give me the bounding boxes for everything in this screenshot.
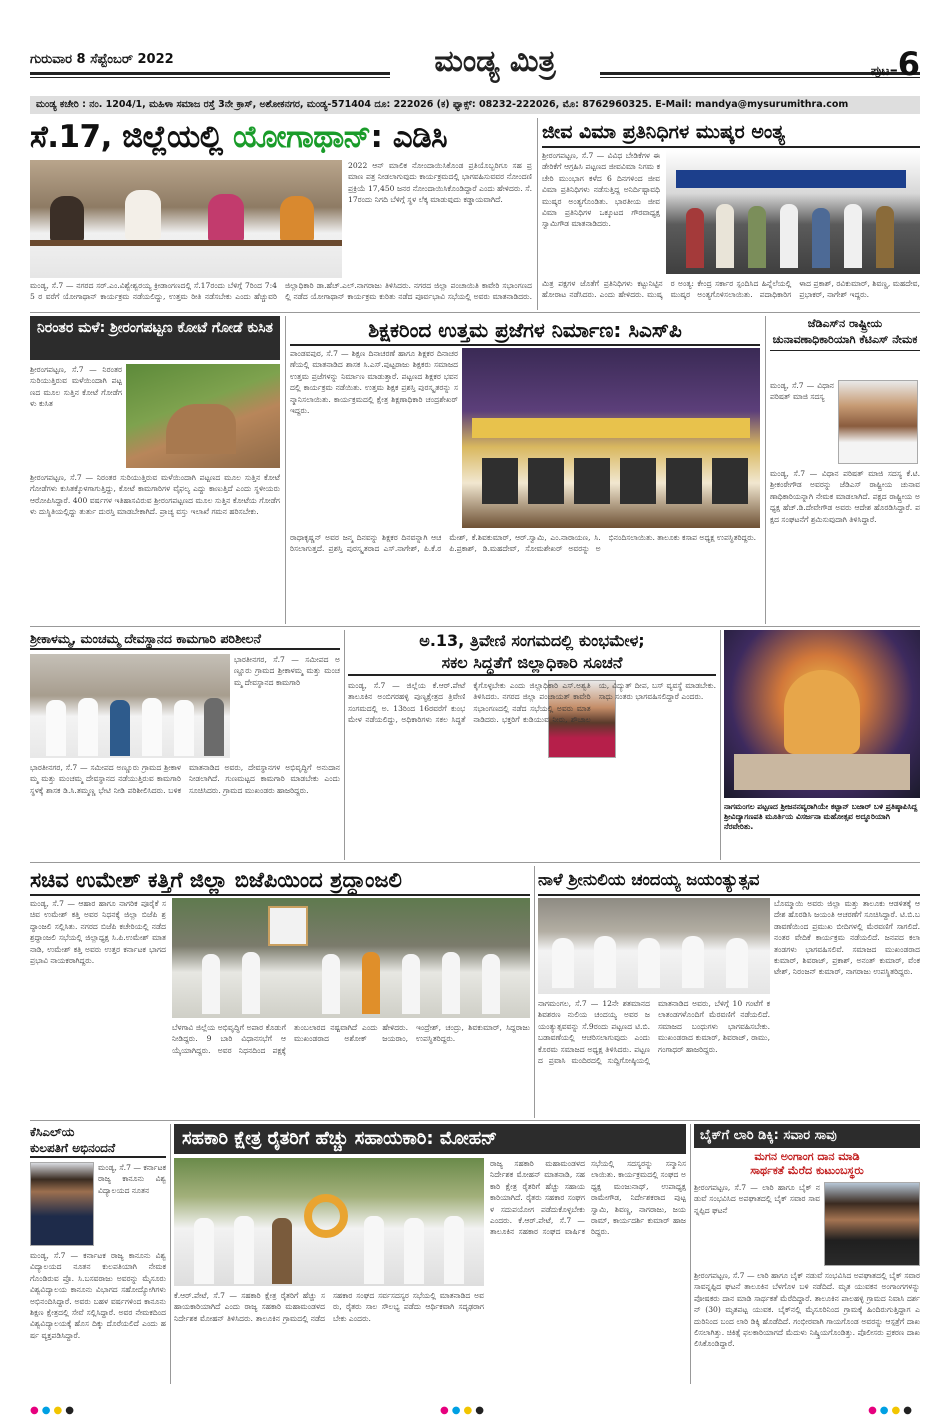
award-ceremony-photo — [462, 348, 760, 528]
meeting-photo — [30, 160, 342, 278]
headline-line-1: ಅ.13, ತ್ರಿವೇಣಿ ಸಂಗಮದಲ್ಲಿ ಕುಂಭಮೇಳ; — [419, 631, 645, 650]
column-rule — [765, 316, 766, 624]
article-insurance-strike — [542, 118, 920, 310]
column-rule — [534, 866, 535, 1118]
masthead — [30, 44, 920, 90]
article-body: 2022 ಆನ್ ಮಾಲಿಕ ನೋಂದಾಯಿಸಿಕೊಂಡ ಪ್ರತಿಯೊಬ್ಬರಿಗೂ ಸಹ ಪ್ರಮಾಣ ಪತ್ರ ನೀಡಲಾಗುವುದು ಕಾರ್ಯಕ್ರಮದಲ್ಲಿ ಭಾಗವಹಿಸುವವರ ನೋಂದಣಿ ಪ್ರಕ್ರಿಯೆ 17,450 ಜನರ ನೋಂದಾಯಿಸಿಕೊಂಡಿದ್ದಾರೆ ಎಂದು ಹೇಳಿದರು. ಸೆ. 17ರಂದು ನಿಗದಿ ಬೆಳಿಗ್ಗೆ ಸ್ಥಳ ಲೆಕ್ಕ ಮಾಡುವುದು ಕಡ್ಡಾಯವಾಗಿದೆ. — [348, 161, 532, 205]
headline: ಶಿಕ್ಷಕರಿಂದ ಉತ್ತಮ ಪ್ರಜೆಗಳ ನಿರ್ಮಾಣ: ಸಿಎಸ್‌ಪಿ — [290, 316, 760, 346]
article-body: ರಾಜ್ಯ ಸಹಕಾರಿ ಮಹಾಮಂಡಳದ ನಿರ್ದೇಶಕ ಮೋಹನ್ ಮಾತನಾಡಿ, ಸಹಕಾರಿ ಕ್ಷೇತ್ರ ರೈತರಿಗೆ ಹೆಚ್ಚು ಸಹಾಯಕಾರಿಯಾಗಿದೆ. ರೈತರು ಸಹಕಾರ ಸಂಘಗಳ ಸದುಪಯೋಗ ಪಡೆದುಕೊಳ್ಳಬೇಕು ಎಂದರು. ಕೆ.ಆರ್.ಪೇಟೆ, ಸೆ.7 — ತಾಲೂಕಿನ ಸಹಕಾರ ಸಂಘದ ವಾರ್ಷಿಕ ಸಭೆಯಲ್ಲಿ ಸದಸ್ಯರನ್ನು ಸನ್ಮಾನಿಸಲಾಯಿತು. ಕಾರ್ಯಕ್ರಮದಲ್ಲಿ ಸಂಘದ ಅಧ್ಯಕ್ಷ ಮಂಜುನಾಥ್, ಉಪಾಧ್ಯಕ್ಷ ರಾಮೇಗೌಡ, ನಿರ್ದೇಶಕರಾದ ಪುಟ್ಟಸ್ವಾಮಿ, ಶಿವಣ್ಣ, ನಾಗರಾಜು, ಜಯರಾಮ್, ಕಾರ್ಯದರ್ಶಿ ಕುಮಾರ್ ಹಾಜರಿದ್ದರು. — [490, 1159, 686, 1237]
column-rule — [537, 118, 538, 310]
article-body: ಮಂಡ್ಯ, ಸೆ.7 — ನಗರದ ಸರ್.ಎಂ.ವಿಶ್ವೇಶ್ವರಯ್ಯ ಕ್ರೀಡಾಂಗಣದಲ್ಲಿ ಸೆ.17ರಂದು ಬೆಳಿಗ್ಗೆ 7ರಿಂದ 7:45 ರ ವರೆಗೆ ಯೋಗಾಥಾನ್ ಕಾರ್ಯಕ್ರಮ ನಡೆಯಲಿದ್ದು, ಉತ್ತಮ ರೀತಿ ನಡೆಸಬೇಕು ಎಂದು ಹೆಚ್ಚುವರಿ ಜಿಲ್ಲಾಧಿಕಾರಿ ಡಾ.ಹೆಚ್.ಎಲ್.ನಾಗರಾಜು ತಿಳಿಸಿದರು. ನಗರದ ಜಿಲ್ಲಾ ಪಂಚಾಯಿತಿ ಕಾವೇರಿ ಸಭಾಂಗಣದಲ್ಲಿ ನಡೆದ ಯೋಗಾಥಾನ್ ಕಾರ್ಯಕ್ರಮ ಕುರಿತು ನಡೆದ ಪೂರ್ವಭಾವಿ ಸಭೆಯಲ್ಲಿ ಅವರು ಮಾತನಾಡಿದರು. — [30, 281, 532, 302]
article-body: ಪಾಂಡವಪುರ, ಸೆ.7 — ಶಿಕ್ಷಣ ದಿನಾಚರಣೆ ಹಾಗೂ ಶಿಕ್ಷಕರ ದಿನಾಚರಣೆಯಲ್ಲಿ ಮಾತನಾಡಿದ ಶಾಸಕ ಸಿ.ಎಸ್.ಪುಟ್ಟರಾಜು ಶಿಕ್ಷಕರು ಸಮಾಜದ ಉತ್ತಮ ಪ್ರಜೆಗಳನ್ನು ನಿರ್ಮಾಣ ಮಾಡುತ್ತಾರೆ. ಪಟ್ಟಣದ ಶಿಕ್ಷಕರ ಭವನದಲ್ಲಿ ಕಾರ್ಯಕ್ರಮ ನಡೆಯಿತು. ಉತ್ತಮ ಶಿಕ್ಷಕ ಪ್ರಶಸ್ತಿ ಪುರಸ್ಕೃತರನ್ನು ಸನ್ಮಾನಿಸಲಾಯಿತು. ಕಾರ್ಯಕ್ರಮದಲ್ಲಿ ಕ್ಷೇತ್ರ ಶಿಕ್ಷಣಾಧಿಕಾರಿ ಚಂದ್ರಶೇಖರ್ ಇದ್ದರು. — [290, 349, 458, 416]
headline-part: ಸೆ.17, ಜಿಲ್ಲೆಯಲ್ಲಿ — [30, 119, 223, 155]
article-ganesha-immersion — [724, 630, 920, 860]
headline-accent: ಯೋಗಾಥಾನ್ — [232, 119, 371, 155]
headline — [30, 118, 532, 156]
article-bike-accident — [694, 1124, 920, 1384]
page-number-value: 6 — [897, 45, 920, 83]
portrait-photo — [838, 380, 918, 464]
section-rule — [30, 1120, 920, 1121]
page-number: ಪುಟ–6 — [870, 45, 920, 83]
column-rule — [285, 316, 286, 624]
felicitation-photo — [174, 1158, 484, 1286]
section-rule — [30, 312, 920, 313]
headline-line-1: ಕೆಸಿಎಲ್‌ಯ — [30, 1125, 75, 1139]
article-yogathon — [30, 118, 532, 310]
ganesha-procession-photo — [724, 630, 920, 798]
headline: ಜೆಡಿಎಸ್‌ನ ರಾಷ್ಟ್ರೀಯ ಚುನಾವಣಾಧಿಕಾರಿಯಾಗಿ ಕೆಟಿಎಸ್ ನೇಮಕ — [770, 316, 920, 351]
article-body: ಶ್ರೀರಂಗಪಟ್ಟಣ, ಸೆ.7 — ನಿರಂತರ ಸುರಿಯುತ್ತಿರುವ ಮಳೆಯಿಂದಾಗಿ ಪಟ್ಟಣದ ಮೂಲ ಸುತ್ತಿನ ಕೋಟೆ ಗೋಡೆಗಳು ಕುಸಿತಕ್ಕೊಳಗಾಗುತ್ತಿದ್ದು, ಕೋಟೆ ಕಾಮಗಾರಿಗಳ ವೈಫಲ್ಯ ಎದ್ದು ಕಾಣುತ್ತಿದೆ ಎಂದು ಸ್ಥಳೀಯರು ಆರೋಪಿಸಿದ್ದಾರೆ. 400 ವರ್ಷಗಳ ಇತಿಹಾಸವಿರುವ ಶ್ರೀರಂಗಪಟ್ಟಣದ ಮೂಲ ಸುತ್ತಿನ ಕೋಟೆಯ ಗೋಡೆಗಳು ದುಸ್ಥಿತಿಯಲ್ಲಿದ್ದು ತುರ್ತು ದುರಸ್ತಿ ಮಾಡಬೇಕಾಗಿದೆ. ಪ್ರಾಚ್ಯ ವಸ್ತು ಇಲಾಖೆ ಗಮನ ಹರಿಸಬೇಕು. — [30, 473, 280, 517]
article-cooperative-sector — [174, 1124, 686, 1384]
registration-mark-icon: ●●●● — [440, 1405, 487, 1416]
headline-part: : ಎಡಿಸಿ — [370, 119, 448, 155]
article-body: ಮಿತ್ರ ಪಕ್ಷಗಳ ಜೊತೆಗೆ ಪ್ರತಿನಿಧಿಗಳು ಕಟ್ಟುನಿಟ್ಟಿನ ಹೋರಾಟ ನಡೆಸಿದರು. ಎಂದು ಹೇಳಿದರು. ಮುಷ್ಕರ ಅಂತ್ಯ: ಕೇಂದ್ರ ಸರ್ಕಾರ ಸ್ಪಂದಿಸಿದ ಹಿನ್ನೆಲೆಯಲ್ಲಿ ಮುಷ್ಕರ ಅಂತ್ಯಗೊಳಿಸಲಾಯಿತು. ಪದಾಧಿಕಾರಿಗಳಾದ ಪ್ರಕಾಶ್, ರವಿಕುಮಾರ್, ಶಿವಣ್ಣ, ಮಹದೇವ, ಪ್ರಭಾಕರ್, ನಾಗೇಶ್ ಇದ್ದರು. — [542, 279, 920, 300]
article-vc-felicitation — [30, 1124, 166, 1384]
article-body: ಮಂಡ್ಯ, ಸೆ.7 — ಆಹಾರ ಹಾಗೂ ನಾಗರಿಕ ಪೂರೈಕೆ ಸಚಿವ ಉಮೇಶ್ ಕತ್ತಿ ಅವರ ನಿಧನಕ್ಕೆ ಜಿಲ್ಲಾ ಬಿಜೆಪಿ ಶ್ರದ್ಧಾಂಜಲಿ ಸಲ್ಲಿಸಿತು. ನಗರದ ಬಿಜೆಪಿ ಕಚೇರಿಯಲ್ಲಿ ನಡೆದ ಶ್ರದ್ಧಾಂಜಲಿ ಸಭೆಯಲ್ಲಿ ಜಿಲ್ಲಾಧ್ಯಕ್ಷ ಸಿ.ಪಿ.ಉಮೇಶ್ ಮಾತನಾಡಿ, ಉಮೇಶ್ ಕತ್ತಿ ಅವರು ಉತ್ತರ ಕರ್ನಾಟಕ ಭಾಗದ ಪ್ರಭಾವಿ ನಾಯಕರಾಗಿದ್ದರು. — [30, 899, 166, 966]
page-label: ಪುಟ — [870, 64, 890, 79]
column-rule — [690, 1124, 691, 1384]
subheading-line-1: ಮಗನ ಅಂಗಾಂಗ ದಾನ ಮಾಡಿ — [754, 1150, 860, 1163]
protest-photo — [666, 150, 920, 274]
tribute-gathering-photo — [172, 898, 530, 1018]
article-body: ಶ್ರೀರಂಗಪಟ್ಟಣ, ಸೆ.7 — ಲಾರಿ ಹಾಗೂ ಬೈಕ್ ನಡುವೆ ಸಂಭವಿಸಿದ ಅಪಘಾತದಲ್ಲಿ ಬೈಕ್ ಸವಾರ ಸಾವನ್ನಪ್ಪಿದ ಘಟನೆ ತಾಲೂಕಿನ ಬೆಳಗೊಳ ಬಳಿ ನಡೆದಿದೆ. ಮೃತ ಯುವಕನ ಅಂಗಾಂಗಗಳನ್ನು ಪೋಷಕರು ದಾನ ಮಾಡಿ ಸಾರ್ಥಕತೆ ಮೆರೆದಿದ್ದಾರೆ. ತಾಲೂಕಿನ ಪಾಲಹಳ್ಳಿ ಗ್ರಾಮದ ನಿವಾಸಿ ದರ್ಶನ್ (30) ಮೃತಪಟ್ಟ ಯುವಕ. ಬೈಕ್‌ನಲ್ಲಿ ಮೈಸೂರಿನಿಂದ ಗ್ರಾಮಕ್ಕೆ ಹಿಂದಿರುಗುತ್ತಿದ್ದಾಗ ಎದುರಿನಿಂದ ಬಂದ ಲಾರಿ ಡಿಕ್ಕಿ ಹೊಡೆದಿದೆ. ಗಂಭೀರವಾಗಿ ಗಾಯಗೊಂಡ ಅವರನ್ನು ಆಸ್ಪತ್ರೆಗೆ ದಾಖಲಿಸಲಾಗಿತ್ತು. ಚಿಕಿತ್ಸೆ ಫಲಕಾರಿಯಾಗದೆ ಮೆದುಳು ನಿಷ್ಕ್ರಿಯಗೊಂಡಿತ್ತು. ಪೊಲೀಸರು ಪ್ರಕರಣ ದಾಖಲಿಸಿಕೊಂಡಿದ್ದಾರೆ. — [694, 1271, 920, 1349]
subheading-line-2: ಸಾರ್ಥಕತೆ ಮೆರೆದ ಕುಟುಂಬಸ್ಥರು — [750, 1164, 864, 1177]
column-rule — [720, 630, 721, 860]
column-rule — [170, 1124, 171, 1384]
vc-portrait — [30, 1162, 94, 1246]
issue-date: ಗುರುವಾರ 8 ಸೆಪ್ಟೆಂಬರ್ 2022 — [30, 52, 174, 67]
press-meet-photo — [538, 898, 770, 994]
article-body-intro: ಶ್ರೀರಂಗಪಟ್ಟಣ, ಸೆ.7 — ಲಾರಿ ಹಾಗೂ ಬೈಕ್ ನಡುವೆ ಸಂಭವಿಸಿದ ಅಪಘಾತದಲ್ಲಿ ಬೈಕ್ ಸವಾರ ಸಾವನ್ನಪ್ಪಿದ ಘಟನೆ — [694, 1183, 820, 1215]
collapsed-wall-photo — [126, 364, 280, 468]
article-body: ಭಾರತೀನಗರ, ಸೆ.7 — ಸಮೀಪದ ಅಣ್ಣೂರು ಗ್ರಾಮದ ಶ್ರೀಕಾಳಮ್ಮ ಮತ್ತು ಮಂಚಮ್ಮ ದೇವಸ್ಥಾನದ ನಡೆಯುತ್ತಿರುವ ಕಾಮಗಾರಿ ಸ್ಥಳಕ್ಕೆ ಶಾಸಕ ಡಿ.ಸಿ.ತಮ್ಮಣ್ಣ ಭೇಟಿ ನೀಡಿ ಪರಿಶೀಲಿಸಿದರು. ಬಳಿಕ ಮಾತನಾಡಿದ ಅವರು, ದೇವಸ್ಥಾನಗಳ ಅಭಿವೃದ್ಧಿಗೆ ಅನುದಾನ ನೀಡಲಾಗಿದೆ. ಗುಣಮಟ್ಟದ ಕಾಮಗಾರಿ ಮಾಡಬೇಕು ಎಂದು ಸೂಚಿಸಿದರು. ಗ್ರಾಮದ ಮುಖಂಡರು ಹಾಜರಿದ್ದರು. — [30, 763, 340, 795]
headline: ಜೀವ ವಿಮಾ ಪ್ರತಿನಿಧಿಗಳ ಮುಷ್ಕರ ಅಂತ್ಯ — [542, 118, 920, 148]
headline-bar: ಬೈಕ್‌ಗೆ ಲಾರಿ ಡಿಕ್ಕಿ: ಸವಾರ ಸಾವು — [694, 1124, 920, 1148]
article-chandayya-jayanti — [538, 866, 920, 1118]
office-address-bar: ಮಂಡ್ಯ ಕಚೇರಿ : ನಂ. 1204/1, ಮಹಿಳಾ ಸಮಾಜ ರಸ್ತೆ 3ನೇ ಕ್ರಾಸ್, ಅಶೋಕನಗರ, ಮಂಡ್ಯ-571404 ದೂ: 222026 (ಕ) ಫ್ಯಾಕ್ಸ್: 08232-222026, ಮೊ: 8762960325. E-Mail: mandya@mysurumithra.com — [30, 96, 920, 114]
article-teachers-day — [290, 316, 760, 624]
section-rule — [30, 862, 920, 863]
temple-visit-photo — [30, 654, 230, 758]
headline: ಶ್ರೀಕಾಳಮ್ಮ, ಮಂಚಮ್ಮ ದೇವಸ್ಥಾನದ ಕಾಮಗಾರಿ ಪರಿಶೀಲನೆ — [30, 630, 340, 650]
victim-portrait — [824, 1182, 920, 1266]
article-kumbhamela — [348, 630, 716, 860]
headline-bar: ನಿರಂತರ ಮಳೆ: ಶ್ರೀರಂಗಪಟ್ಟಣ ಕೋಟೆ ಗೋಡೆ ಕುಸಿತ — [30, 316, 280, 360]
registration-mark-icon: ●●●● — [868, 1405, 915, 1416]
headline-bar: ಸಹಕಾರಿ ಕ್ಷೇತ್ರ ರೈತರಿಗೆ ಹೆಚ್ಚು ಸಹಾಯಕಾರಿ: ಮೋಹನ್ — [174, 1124, 686, 1154]
headline: ನಾಳೆ ಶ್ರೀನುಲಿಯ ಚಂದಯ್ಯ ಜಯಂತ್ಯುತ್ಸವ — [538, 866, 920, 896]
article-body-intro: ಮಂಡ್ಯ, ಸೆ.7 — ಕರ್ನಾಟಕ ರಾಜ್ಯ ಕಾನೂನು ವಿಶ್ವವಿದ್ಯಾಲಯದ ನೂತನ — [98, 1163, 166, 1195]
article-body: ಮಂಡ್ಯ, ಸೆ.7 — ವಿಧಾನ ಪರಿಷತ್ ಮಾಜಿ ಸದಸ್ಯ ಕೆ.ಟಿ.ಶ್ರೀಕಂಠೇಗೌಡ ಅವರನ್ನು ಜೆಡಿಎಸ್ ರಾಷ್ಟ್ರೀಯ ಚುನಾವಣಾಧಿಕಾರಿಯನ್ನಾಗಿ ನೇಮಕ ಮಾಡಲಾಗಿದೆ. ಪಕ್ಷದ ರಾಷ್ಟ್ರೀಯ ಅಧ್ಯಕ್ಷ ಹೆಚ್.ಡಿ.ದೇವೇಗೌಡ ಅವರು ಆದೇಶ ಹೊರಡಿಸಿದ್ದಾರೆ. ಪಕ್ಷದ ಸಂಘಟನೆಗೆ ಶ್ರಮಿಸುವುದಾಗಿ ತಿಳಿಸಿದ್ದಾರೆ. — [770, 469, 920, 524]
headline-line-2: ಕುಲಪತಿಗೆ ಅಭಿನಂದನೆ — [30, 1140, 166, 1158]
article-body: ಮಂಡ್ಯ, ಸೆ.7 — ಕರ್ನಾಟಕ ರಾಜ್ಯ ಕಾನೂನು ವಿಶ್ವವಿದ್ಯಾಲಯದ ನೂತನ ಕುಲಪತಿಯಾಗಿ ನೇಮಕಗೊಂಡಿರುವ ಪ್ರೊ. ಸಿ.ಬಸವರಾಜು ಅವರನ್ನು ಮೈಸೂರು ವಿಶ್ವವಿದ್ಯಾಲಯ ಕಾನೂನು ವಿಭಾಗದ ಸಹೋದ್ಯೋಗಿಗಳು ಅಭಿನಂದಿಸಿದ್ದಾರೆ. ಅವರು ಬಹಳ ವರ್ಷಗಳಿಂದ ಕಾನೂನು ಶಿಕ್ಷಣ ಕ್ಷೇತ್ರದಲ್ಲಿ ಸೇವೆ ಸಲ್ಲಿಸಿದ್ದಾರೆ. ಅವರ ನೇಮಕದಿಂದ ವಿಶ್ವವಿದ್ಯಾಲಯಕ್ಕೆ ಹೊಸ ದಿಕ್ಕು ದೊರೆಯಲಿದೆ ಎಂದು ಹರ್ಷ ವ್ಯಕ್ತಪಡಿಸಿದ್ದಾರೆ. — [30, 1251, 166, 1340]
column-rule — [344, 630, 345, 860]
article-fort-wall-collapse — [30, 316, 280, 624]
registration-mark-icon: ●●●● — [30, 1405, 77, 1416]
article-body-intro: ಭಾರತೀನಗರ, ಸೆ.7 — ಸಮೀಪದ ಅಣ್ಣೂರು ಗ್ರಾಮದ ಶ್ರೀಕಾಳಮ್ಮ ಮತ್ತು ಮಂಚಮ್ಮ ದೇವಸ್ಥಾನದ ಕಾಮಗಾರಿ — [234, 655, 340, 687]
headline: ಸಚಿವ ಉಮೇಶ್ ಕತ್ತಿಗೆ ಜಿಲ್ಲಾ ಬಿಜೆಪಿಯಿಂದ ಶ್ರದ್ಧಾಂಜಲಿ — [30, 866, 530, 896]
article-body-intro: ಶ್ರೀರಂಗಪಟ್ಟಣ, ಸೆ.7 — ನಿರಂತರ ಸುರಿಯುತ್ತಿರುವ ಮಳೆಯಿಂದಾಗಿ ಪಟ್ಟಣದ ಮೂಲ ಸುತ್ತಿನ ಕೋಟೆ ಗೋಡೆಗಳು ಕುಸಿತ — [30, 365, 122, 409]
article-body: ಶ್ರೀರಂಗಪಟ್ಟಣ, ಸೆ.7 — ವಿವಿಧ ಬೇಡಿಕೆಗಳ ಈಡೇರಿಕೆಗೆ ಆಗ್ರಹಿಸಿ ಪಟ್ಟಣದ ಜೀವವಿಮಾ ನಿಗಮ ಕಚೇರಿ ಮುಂಭಾಗ ಕಳೆದ 6 ದಿನಗಳಿಂದ ಜೀವ ವಿಮಾ ಪ್ರತಿನಿಧಿಗಳು ನಡೆಸುತ್ತಿದ್ದ ಅನಿರ್ದಿಷ್ಟಾವಧಿ ಮುಷ್ಕರ ಅಂತ್ಯಗೊಂಡಿತು. ಭಾರತೀಯ ಜೀವ ವಿಮಾ ಪ್ರತಿನಿಧಿಗಳ ಒಕ್ಕೂಟದ ಗೌರವಾಧ್ಯಕ್ಷ ಸ್ವಾಮಿಗೌಡ ಮಾತನಾಡಿದರು. — [542, 151, 660, 229]
photo-caption: ನಾಗಮಂಗಲ ಪಟ್ಟಣದ ಶ್ರೀಜನನವ್ಯರಾಗಿಯೇ ಕಟ್ಟಾನ್ ಬಜಾರ್ ಬಳಿ ಪ್ರತಿಷ್ಠಾಪಿಸಿದ್ದ ಶ್ರೀವಿದ್ಯಾಗಣಪತಿ ಮೂರ್ತಿಯ ವಿಸರ್ಜನಾ ಮಹೋತ್ಸವ ಅದ್ಧೂರಿಯಾಗಿ ನೆರವೇರಿತು. — [724, 802, 918, 831]
article-bjp-tribute — [30, 866, 530, 1118]
section-rule — [30, 626, 920, 627]
article-body: ಬೆಳಗಾವಿ ಜಿಲ್ಲೆಯ ಅಭಿವೃದ್ಧಿಗೆ ಅಪಾರ ಕೊಡುಗೆ ನೀಡಿದ್ದರು. 9 ಬಾರಿ ವಿಧಾನಸಭೆಗೆ ಆಯ್ಕೆಯಾಗಿದ್ದರು. ಅವರ ನಿಧನದಿಂದ ಪಕ್ಷಕ್ಕೆ ತುಂಬಲಾರದ ನಷ್ಟವಾಗಿದೆ ಎಂದು ಹೇಳಿದರು. ಮುಖಂಡರಾದ ಅಶೋಕ್ ಜಯರಾಂ, ಇಂದ್ರೇಶ್, ಚಂದ್ರು, ಶಿವಕುಮಾರ್, ಸಿದ್ದರಾಜು ಉಪಸ್ಥಿತರಿದ್ದರು. — [172, 1023, 530, 1055]
article-jds-appointment — [770, 316, 920, 624]
article-body: ಮಂಡ್ಯ, ಸೆ.7 — ಜಿಲ್ಲೆಯ ಕೆ.ಆರ್.ಪೇಟೆ ತಾಲೂಕಿನ ಅಂಬಿಗರಹಳ್ಳಿ ಪುಣ್ಯಕ್ಷೇತ್ರದ ತ್ರಿವೇಣಿ ಸಂಗಮದಲ್ಲಿ ಅ. 13ರಿಂದ 16ರವರೆಗೆ ಕುಂಭಮೇಳ ನಡೆಯಲಿದ್ದು, ಅಧಿಕಾರಿಗಳು ಸಕಲ ಸಿದ್ಧತೆ ಕೈಗೊಳ್ಳಬೇಕು ಎಂದು ಜಿಲ್ಲಾಧಿಕಾರಿ ಎಸ್.ಅಶ್ವತಿ ತಿಳಿಸಿದರು. ನಗರದ ಜಿಲ್ಲಾ ಪಂಚಾಯತ್ ಕಾವೇರಿ ಸಭಾಂಗಣದಲ್ಲಿ ನಡೆದ ಸಭೆಯಲ್ಲಿ ಅವರು ಮಾತನಾಡಿದರು. ಭಕ್ತರಿಗೆ ಕುಡಿಯುವ ನೀರು, ಶೌಚಾಲಯ, ವಿದ್ಯುತ್ ದೀಪ, ಬಸ್ ವ್ಯವಸ್ಥೆ ಮಾಡಬೇಕು. ಸಾಧು ಸಂತರು ಭಾಗವಹಿಸಲಿದ್ದಾರೆ ಎಂದರು. — [348, 681, 716, 725]
article-body-intro: ಮಂಡ್ಯ, ಸೆ.7 — ವಿಧಾನ ಪರಿಷತ್ ಮಾಜಿ ಸದಸ್ಯ — [770, 381, 834, 402]
headline-line-2: ಸಕಲ ಸಿದ್ಧತೆಗೆ ಜಿಲ್ಲಾಧಿಕಾರಿ ಸೂಚನೆ — [348, 652, 716, 676]
article-body-side: ಬೊಮ್ಮಾಯಿ ಅವರು ಜಿಲ್ಲಾ ಮತ್ತು ತಾಲೂಕು ಆಡಳಿತಕ್ಕೆ ಆದೇಶ ಹೊರಡಿಸಿ ಜಯಂತಿ ಆಚರಣೆಗೆ ಸೂಚಿಸಿದ್ದಾರೆ. ಟಿ.ಬಿ.ಬಡಾವಣೆಯಿಂದ ಪ್ರಮುಖ ಬೀದಿಗಳಲ್ಲಿ ಮೆರವಣಿಗೆ ಸಾಗಲಿದೆ. ನಂತರ ವೇದಿಕೆ ಕಾರ್ಯಕ್ರಮ ನಡೆಯಲಿದೆ. ಜನಪದ ಕಲಾ ತಂಡಗಳು ಭಾಗವಹಿಸಲಿವೆ. ಸಮಾಜದ ಮುಖಂಡರಾದ ಕುಮಾರ್, ಶಿವರಾಜ್, ಪ್ರಕಾಶ್, ಅನಂತ್ ಕುಮಾರ್, ವೆಂಕಟೇಶ್, ನಿರಂಜನ್ ಕುಮಾರ್, ನಾಗರಾಜು ಉಪಸ್ಥಿತರಿದ್ದರು. — [774, 899, 920, 977]
newspaper-logo: ಮಂಡ್ಯ ಮಿತ್ರ — [390, 44, 600, 84]
article-body-continued: ಕೆ.ಆರ್.ಪೇಟೆ, ಸೆ.7 — ಸಹಕಾರಿ ಕ್ಷೇತ್ರ ರೈತರಿಗೆ ಹೆಚ್ಚು ಸಹಾಯಕಾರಿಯಾಗಿದೆ ಎಂದು ರಾಜ್ಯ ಸಹಕಾರಿ ಮಹಾಮಂಡಳದ ನಿರ್ದೇಶಕ ಮೋಹನ್ ತಿಳಿಸಿದರು. ತಾಲೂಕಿನ ಗ್ರಾಮದಲ್ಲಿ ನಡೆದ ಸಹಕಾರ ಸಂಘದ ಸರ್ವಸದಸ್ಯರ ಸಭೆಯಲ್ಲಿ ಮಾತನಾಡಿದ ಅವರು, ರೈತರು ಸಾಲ ಸೌಲಭ್ಯ ಪಡೆದು ಆರ್ಥಿಕವಾಗಿ ಸದೃಢರಾಗಬೇಕು ಎಂದರು. — [174, 1291, 484, 1323]
article-body: ರಾಧಾಕೃಷ್ಣನ್ ಅವರ ಜನ್ಮ ದಿನವನ್ನು ಶಿಕ್ಷಕರ ದಿನವನ್ನಾಗಿ ಆಚರಿಸಲಾಗುತ್ತದೆ. ಪ್ರಶಸ್ತಿ ಪುರಸ್ಕೃತರಾದ ಎಸ್.ನಾಗೇಶ್, ಪಿ.ಕೆ.ರಮೇಶ್, ಕೆ.ಶಿವಕುಮಾರ್, ಆರ್.ಸ್ವಾಮಿ, ಎಂ.ನಾರಾಯಣ, ಸಿ.ಪಿ.ಪ್ರಕಾಶ್, ಡಿ.ಮಹದೇವ್, ಸೋಮಶೇಖರ್ ಅವರನ್ನು ಅಭಿನಂದಿಸಲಾಯಿತು. ತಾಲೂಕು ಕಸಾಪ ಅಧ್ಯಕ್ಷ ಉಪಸ್ಥಿತರಿದ್ದರು. — [290, 533, 757, 554]
article-body: ನಾಗಮಂಗಲ, ಸೆ.7 — 12ನೇ ಶತಮಾನದ ಶಿವಶರಣ ನುಲಿಯ ಚಂದಯ್ಯ ಅವರ ಜಯಂತ್ಯುತ್ಸವವನ್ನು ಸೆ.9ರಂದು ಪಟ್ಟಣದ ಟಿ.ಬಿ.ಬಡಾವಣೆಯಲ್ಲಿ ಆಚರಿಸಲಾಗುವುದು ಎಂದು ಕೊರಮ ಸಮಾಜದ ಅಧ್ಯಕ್ಷ ತಿಳಿಸಿದರು. ಪಟ್ಟಣದ ಪ್ರವಾಸಿ ಮಂದಿರದಲ್ಲಿ ಸುದ್ದಿಗೋಷ್ಠಿಯಲ್ಲಿ ಮಾತನಾಡಿದ ಅವರು, ಬೆಳಿಗ್ಗೆ 10 ಗಂಟೆಗೆ ಕಲಾತಂಡಗಳೊಂದಿಗೆ ಮೆರವಣಿಗೆ ನಡೆಯಲಿದೆ. ಸಮಾಜದ ಬಂಧುಗಳು ಭಾಗವಹಿಸಬೇಕು. ಮುಖಂಡರಾದ ಕುಮಾರ್, ಶಿವರಾಜ್, ರಾಮು, ಗಂಗಾಧರ್ ಹಾಜರಿದ್ದರು. — [538, 999, 770, 1066]
article-temple-inspection — [30, 630, 340, 860]
